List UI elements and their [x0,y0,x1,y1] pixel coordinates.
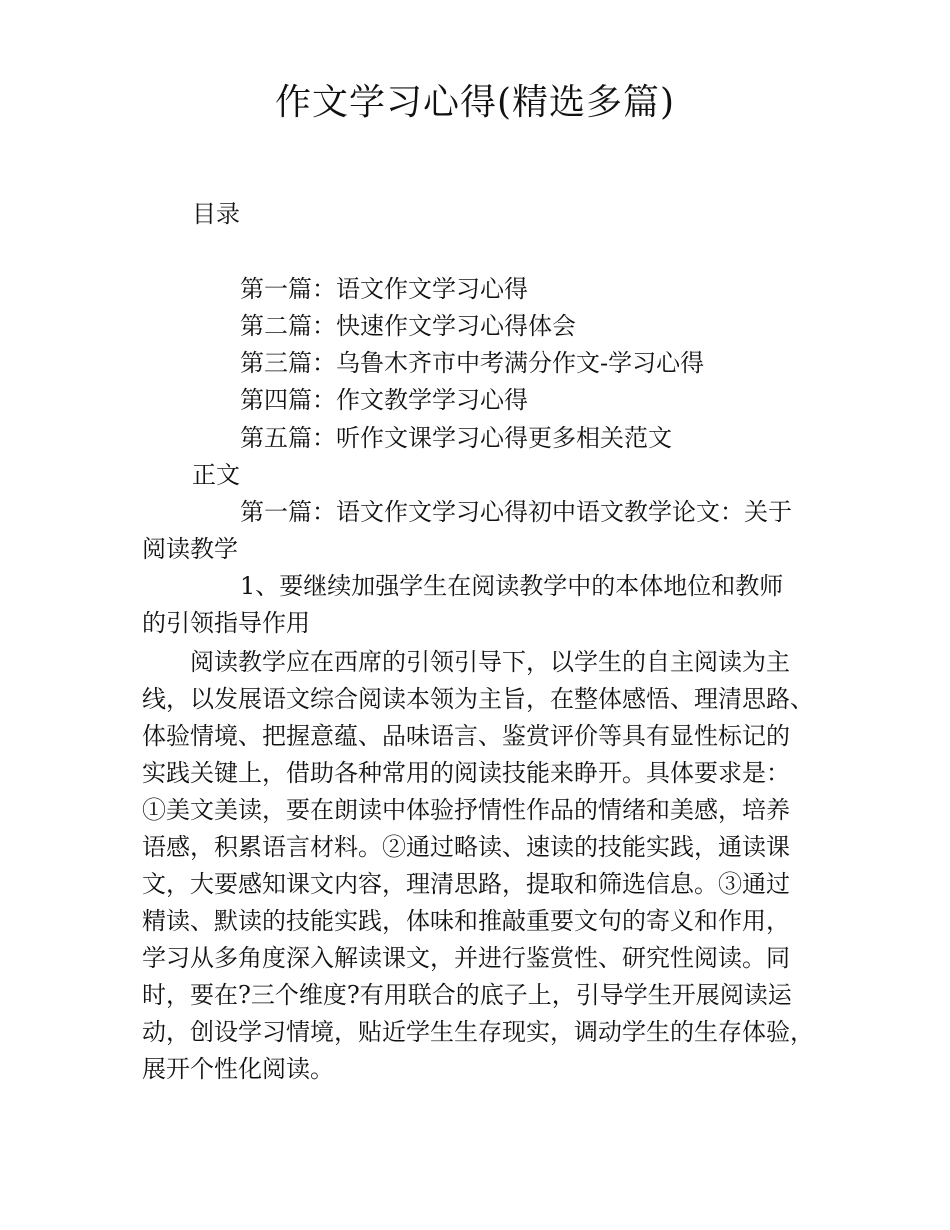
paragraph-line: 语感，积累语言材料。②通过略读、速读的技能实践，通读课 [142,833,790,861]
paragraph-line: 时，要在?三个维度?有用联合的底子上，引导学生开展阅读运 [142,981,792,1009]
paragraph-line: 学习从多角度深入解读课文，并进行鉴赏性、研究性阅读。同 [142,944,790,972]
paragraph-line: 阅读教学应在西席的引领引导下，以学生的自主阅读为主 [190,648,790,676]
toc-item: 第四篇：作文教学学习心得 [240,386,528,414]
paragraph-line: 线，以发展语文综合阅读本领为主旨，在整体感悟、理清思路、 [142,685,814,713]
toc-item: 第三篇：乌鲁木齐市中考满分作文-学习心得 [240,349,705,377]
paragraph-line: ①美文美读，要在朗读中体验抒情性作品的情绪和美感，培养 [142,796,790,824]
point-heading-line: 1、要继续加强学生在阅读教学中的本体地位和教师 [240,572,784,600]
paragraph-line: 展开个性化阅读。 [142,1055,334,1083]
toc-item: 第五篇：听作文课学习心得更多相关范文 [240,424,672,452]
paragraph-line: 动，创设学习情境，贴近学生生存现实，调动学生的生存体验， [142,1018,814,1046]
toc-item: 第一篇：语文作文学习心得 [240,275,528,303]
section-title-line: 第一篇：语文作文学习心得初中语文教学论文：关于 [240,498,792,526]
paragraph-line: 精读、默读的技能实践，体味和推敲重要文句的寄义和作用， [142,907,790,935]
point-heading-line: 的引领指导作用 [142,609,310,637]
section-title-line: 阅读教学 [142,535,238,563]
document-title: 作文学习心得(精选多篇) [274,82,676,123]
body-heading: 正文 [192,461,240,489]
paragraph-line: 实践关键上，借助各种常用的阅读技能来睁开。具体要求是： [142,759,790,787]
toc-item: 第二篇：快速作文学习心得体会 [240,312,576,340]
paragraph-line: 文，大要感知课文内容，理清思路，提取和筛选信息。③通过 [142,870,790,898]
toc-heading: 目录 [192,200,240,228]
paragraph-line: 体验情境、把握意蕴、品味语言、鉴赏评价等具有显性标记的 [142,722,790,750]
